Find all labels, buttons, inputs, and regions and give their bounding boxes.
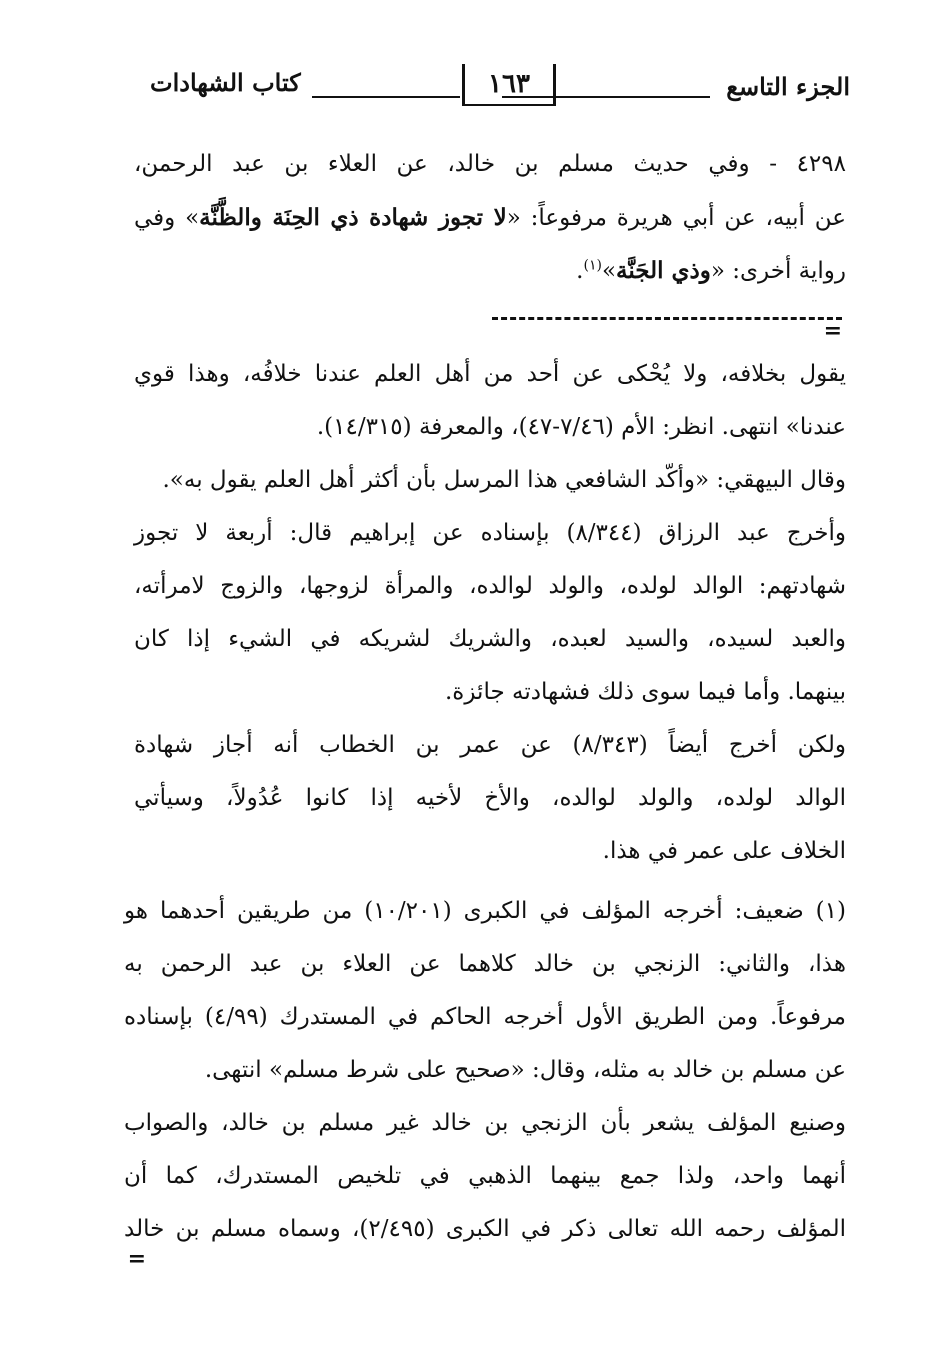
header-rule-left [312,96,460,98]
continued-notes [134,348,846,878]
hadith-quote-bold: وذي الجَنَّة [616,257,711,284]
note-line: بينهما. وأما فيما سوى ذلك فشهادته جائزة. [445,679,846,705]
footnote-line: عن مسلم بن خالد به مثله، وقال: «صحيح على شرط مسلم» انتهى. [204,1057,846,1083]
note-line: الخلاف على عمر في هذا. [602,838,846,864]
footnote-reference: (١) [583,257,602,274]
hadith-text-run: رواية أخرى: « [710,258,846,284]
footnote-line: وصنيع المؤلف يشعر بأن الزنجي بن خالد غير مسلم بن خالد، والصواب [124,1110,846,1136]
note-line: يقول بخلافه، ولا يُحْكى عن أحد من أهل العلم عندنا خلافُه، وهذا قوي [134,361,846,387]
note-line: ولكن أخرج أيضاً (٨/٣٤٣) عن عمر بن الخطاب أنه أجاز شهادة [134,732,846,758]
hadith-line: ٤٢٩٨ - وفي حديث مسلم بن خالد، عن العلاء بن عبد الرحمن، [134,151,846,177]
footnote-line: مرفوعاً. ومن الطريق الأول أخرجه الحاكم في المستدرك (٤/٩٩) بإسناده [124,1004,846,1030]
hadith-line [134,244,846,297]
footnote-line: المؤلف رحمه الله تعالى ذكر في الكبرى (٢/٤٩٥)، وسماه مسلم بن خالد [124,1216,846,1242]
footnote-line: هذا، والثاني: الزنجي بن خالد كلاهما عن العلاء بن عبد الرحمن به [124,951,846,977]
running-header [130,62,850,112]
note-line: الوالد لولده، والولد لوالده، والأخ لأخيه إذا كانوا عُدُولاً، وسيأتي [134,785,846,811]
hadith-quote-bold: لا تجوز شهادة ذي الحِنَة والظَّنَّة [199,204,507,231]
footnote-separator [492,305,842,320]
continuation-mark: = [127,1246,146,1272]
header-book-title: كتاب الشهادات [150,68,301,97]
note-line: وأخرج عبد الرزاق (٨/٣٤٤) بإسناده عن إبراهيم قال: أربعة لا تجوز [134,520,846,546]
note-line: والعبد لسيده، والسيد لعبده، والشريك لشريكه في الشيء إذا كان [134,626,846,652]
note-line: وقال البيهقي: «وأكّد الشافعي هذا المرسل بأن أكثر أهل العلم يقول به». [162,467,846,493]
footnote-1 [124,885,846,1256]
hadith-text-run: . [576,258,584,284]
hadith-line [134,191,846,244]
footnote-line: (١) ضعيف: أخرجه المؤلف في الكبرى (١٠/٢٠١) من طريقين أحدهما هو [124,898,847,924]
footnote-line: أنهما واحد، ولذا جمع بينهما الذهبي في تلخيص المستدرك، كما أن [124,1163,846,1189]
page-number: ١٦٣ [488,69,530,99]
hadith-text-run: عن أبيه، عن أبي هريرة مرفوعاً: « [506,205,846,231]
hadith-text-run: » وفي [134,205,200,231]
page-number-box [462,64,556,106]
hadith-text [134,138,846,297]
note-line: شهادتهم: الوالد لولده، والولد لوالده، والمرأة لزوجها، والزوج لامرأته، [134,573,846,599]
continuation-mark: = [823,318,842,344]
header-part-title: الجزء التاسع [726,72,850,101]
hadith-text-run: » [601,258,617,284]
note-line: عندنا» انتهى. انظر: الأم (٧/٤٦-٤٧)، والمعرفة (١٤/٣١٥). [316,414,846,440]
